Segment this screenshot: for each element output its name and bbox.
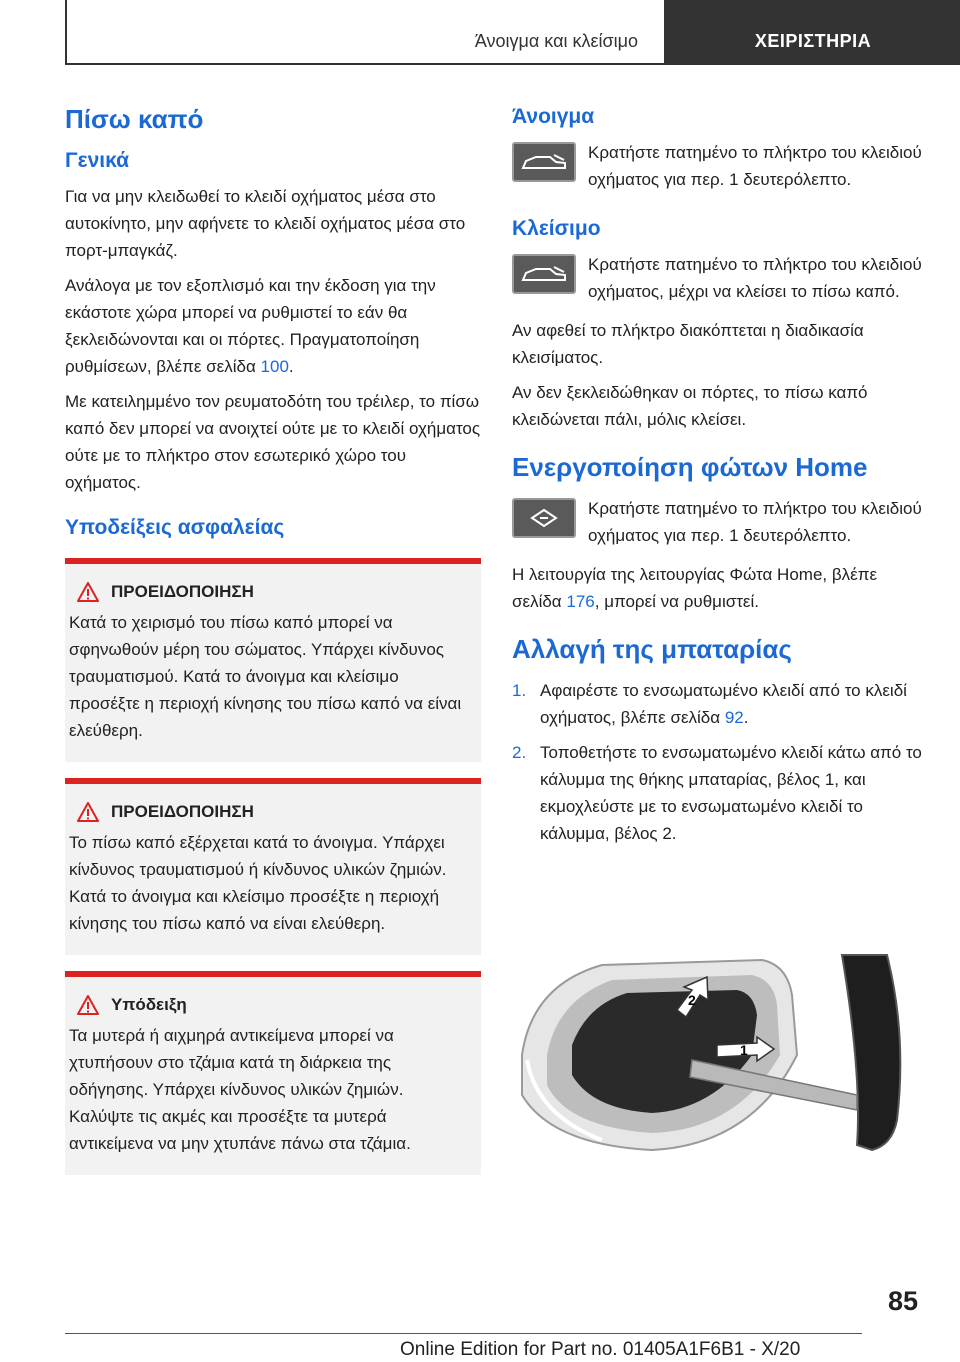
footer-edition: Online Edition for Part no. 01405A1F6B1 - X/20: [400, 1339, 801, 1360]
arrow-1-label: 1: [740, 1042, 748, 1058]
warning-title: ΠΡΟΕΙΔΟΠΟΙΗΣΗ: [111, 802, 254, 821]
section-title-rear-hatch: Πίσω καπό: [65, 104, 204, 134]
list-item: 1. Αφαιρέστε το ενσωματωμένο κλειδί από το κλειδί οχήματος, βλέπε σελίδα 92.: [512, 681, 907, 727]
note-box: [65, 971, 481, 1175]
home-lights-button-icon: [512, 498, 576, 538]
note-title: Υπόδειξη: [111, 995, 187, 1014]
battery-steps: [512, 677, 927, 847]
home-paragraph-2: Η λειτουργία της λειτουργίας Φώτα Home, βλέπε σελίδα 176, μπορεί να ρυθμιστεί.: [512, 565, 878, 611]
home-text: Κρατήστε πατημένο το πλήκτρο του κλειδιού οχήματος για περ. 1 δευτερόλεπτο.: [588, 499, 922, 545]
close-text: Κρατήστε πατημένο το πλήκτρο του κλειδιού οχήματος, μέχρι να κλείσει το πίσω καπό.: [588, 255, 922, 301]
warning-triangle-icon: [77, 802, 99, 822]
left-column: [65, 95, 481, 1187]
warning-box-1: [65, 558, 481, 762]
safety-heading: Υποδείξεις ασφαλείας: [65, 516, 285, 539]
tailgate-button-icon: [512, 254, 576, 294]
header-chapter-tab: ΧΕΙΡΙΣΤΗΡΙΑ: [664, 0, 960, 63]
warning-box-2: [65, 778, 481, 955]
warning-triangle-icon: [77, 995, 99, 1015]
warning-text: Κατά το χειρισμό του πίσω καπό μπορεί να σφηνωθούν μέρη του σώματος. Υπάρχει κίνδυνος τραυματισμού. Κατά το άνοιγμα και κλείσιμο προσέξτε η περιοχή κίνησης του πίσω καπό να είναι ελεύθερη.: [69, 613, 462, 740]
warning-text: Το πίσω καπό εξέρχεται κατά το άνοιγμα. Υπάρχει κίνδυνος τραυματισμού ή κίνδυνος υλικών ζημιών. Κατά το άνοιγμα και κλείσιμο προσέξτε η περιοχή κίνησης του πίσω καπό να είναι ελεύθερη.: [69, 833, 447, 933]
warning-title: ΠΡΟΕΙΔΟΠΟΙΗΣΗ: [111, 582, 254, 601]
page-link-92[interactable]: 92: [724, 708, 744, 727]
open-heading: Άνοιγμα: [512, 105, 595, 128]
battery-key-illustration: [512, 945, 927, 1175]
footer-divider: [65, 1333, 862, 1334]
tailgate-button-icon: [512, 142, 576, 182]
open-text: Κρατήστε πατημένο το πλήκτρο του κλειδιού οχήματος για περ. 1 δευτερόλεπτο.: [588, 143, 922, 189]
warning-triangle-icon: [77, 582, 99, 602]
open-instruction: [512, 139, 927, 193]
page-link-176[interactable]: 176: [566, 592, 595, 611]
home-instruction: [512, 495, 927, 549]
close-heading: Κλείσιμο: [512, 217, 601, 240]
page-number: 85: [888, 1286, 919, 1316]
close-paragraph-2: Αν αφεθεί το πλήκτρο διακόπτεται η διαδικασία κλεισίματος.: [512, 321, 864, 367]
general-paragraph-3: Με κατειλημμένο τον ρευματοδότη του τρέιλερ, το πίσω καπό δεν μπορεί να ανοιχτεί ούτε με το κλειδί οχήματος ούτε με το πλήκτρο στον εσωτερικό χώρο του οχήματος.: [65, 392, 481, 492]
home-lights-heading: Ενεργοποίηση φώτων Home: [512, 452, 868, 482]
general-paragraph-1: Για να μην κλειδωθεί το κλειδί οχήματος μέσα στο αυτοκίνητο, μην αφήνετε το κλειδί οχήματος μέσα στο πορτ-μπαγκάζ.: [65, 187, 466, 260]
header-section-title: Άνοιγμα και κλείσιμο: [474, 31, 638, 51]
arrow-2-label: 2: [688, 992, 696, 1008]
page-link-100[interactable]: 100: [260, 357, 289, 376]
list-item: 2. Τοποθετήστε το ενσωματωμένο κλειδί κάτω από το κάλυμμα της θήκης μπαταρίας, βέλος 1, και εκμοχλεύστε με το ενσωματωμένο κλειδί το κάλυμμα, βέλος 2.: [512, 743, 922, 843]
general-heading: Γενικά: [65, 149, 130, 172]
note-text: Τα μυτερά ή αιχμηρά αντικείμενα μπορεί να χτυπήσουν στο τζάμια κατά τη διάρκεια της οδήγησης. Υπάρχει κίνδυνος υλικών ζημιών. Καλύψτε τις ακμές και προσέξτε τα μυτερά αντικείμενα να μην χτυπάνε πάνω στα τζάμια.: [69, 1026, 411, 1153]
general-paragraph-2: Ανάλογα με τον εξοπλισμό και την έκδοση για την εκάστοτε χώρα μπορεί να ρυθμιστεί το εάν θα ξεκλειδώνονται και οι πόρτες. Πραγματοποίηση ρυθμίσεων, βλέπε σελίδα 100.: [65, 276, 436, 376]
page-header: [65, 0, 960, 65]
battery-heading: Αλλαγή της μπαταρίας: [512, 634, 792, 664]
right-column: [512, 95, 927, 855]
close-paragraph-3: Αν δεν ξεκλειδώθηκαν οι πόρτες, το πίσω καπό κλειδώνεται πάλι, μόλις κλείσει.: [512, 383, 868, 429]
close-instruction: [512, 251, 927, 305]
